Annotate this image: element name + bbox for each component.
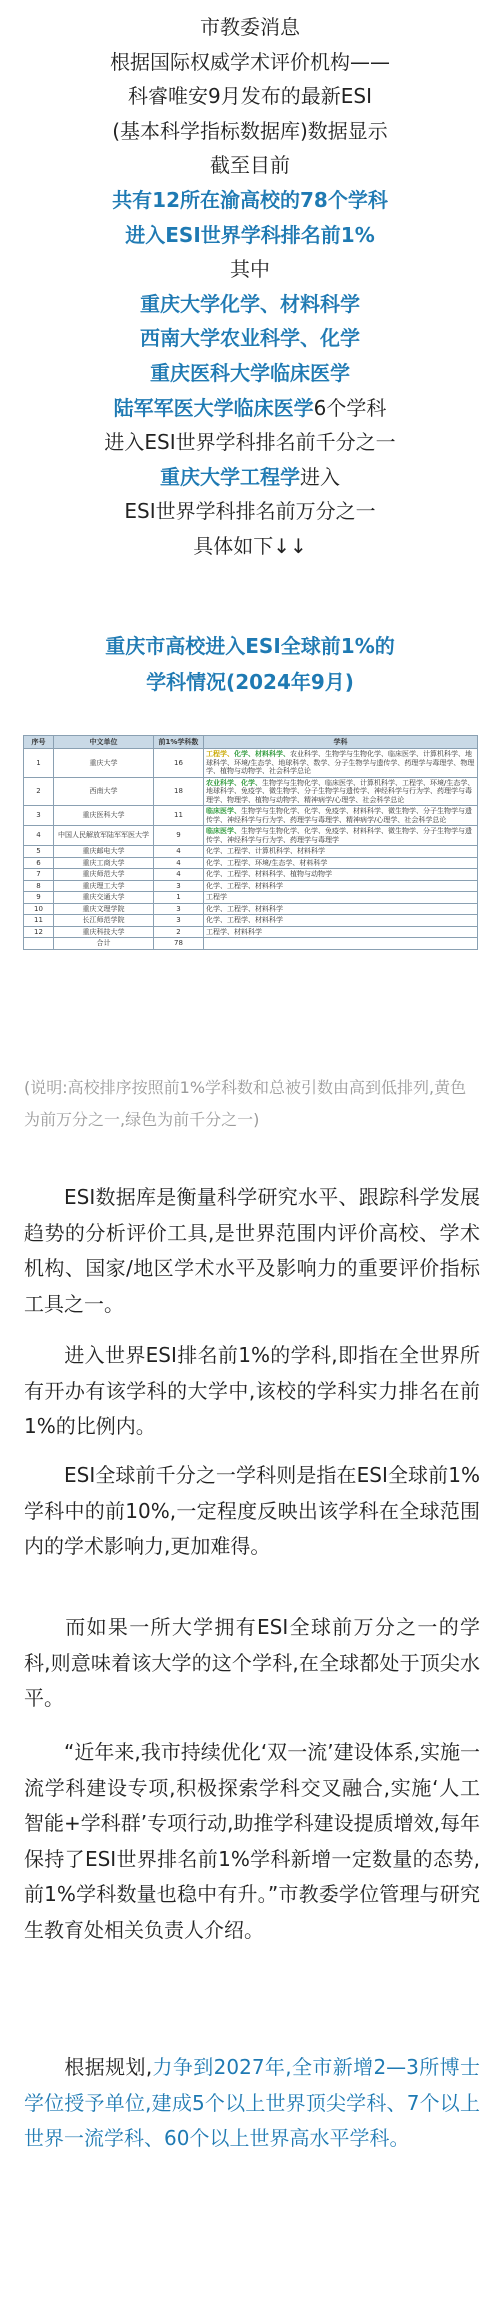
table-cell-unit: 重庆医科大学 bbox=[54, 806, 154, 826]
intro-line: 截至目前 bbox=[210, 153, 290, 178]
table-cell-count: 4 bbox=[154, 869, 204, 881]
intro-highlight-span: 重庆大学工程学 bbox=[160, 464, 300, 489]
table-cell-unit: 重庆大学 bbox=[54, 749, 154, 778]
subject-list: 生物学与生物化学、化学、免疫学、材料科学、微生物学、分子生物学与遗传学、神经科学与行为学、药理学与毒理学 bbox=[206, 827, 472, 844]
table-cell-subjects bbox=[204, 806, 478, 826]
paragraph-highlight: 力争到2027年,全市新增2—3所博士学位授予单位,建成5个以上世界顶尖学科、7个以上世界一流学科、60个以上世界高水平学科。 bbox=[24, 2055, 480, 2150]
table-cell-count: 3 bbox=[154, 903, 204, 915]
subject-highlight: 临床医学、 bbox=[206, 807, 241, 815]
table-cell-unit: 长江师范学院 bbox=[54, 915, 154, 927]
intro-line: ESI世界学科排名前万分之一 bbox=[124, 499, 376, 524]
intro-highlight-line: 西南大学农业科学、化学 bbox=[140, 326, 360, 351]
subject-list: 生物学与生物化学、化学、免疫学、材料科学、微生物学、分子生物学与遗传学、神经科学与行为学、药理学与毒理学、精神病学/心理学、社会科学总论 bbox=[206, 807, 472, 824]
table-cell-subjects bbox=[204, 846, 478, 858]
intro-line: 根据国际权威学术评价机构—— bbox=[110, 49, 390, 74]
subject-highlight: 临床医学、 bbox=[206, 827, 241, 835]
table-body bbox=[24, 749, 478, 950]
subject-list: 化学、工程学、材料科学 bbox=[206, 881, 283, 890]
subject-highlight: 农业科学、化学、 bbox=[206, 778, 262, 787]
table-cell-no: 6 bbox=[24, 857, 54, 869]
table-cell-subjects bbox=[204, 915, 478, 927]
table-cell-no: 9 bbox=[24, 892, 54, 904]
table-title bbox=[0, 628, 500, 700]
table-cell-count: 11 bbox=[154, 806, 204, 826]
table-title-line: 学科情况(2024年9月) bbox=[146, 670, 354, 694]
table-cell-no: 8 bbox=[24, 880, 54, 892]
table-header-cell: 中文单位 bbox=[54, 736, 154, 749]
table-cell-subjects bbox=[204, 869, 478, 881]
paragraph bbox=[24, 2050, 480, 2157]
table-cell-subjects bbox=[204, 777, 478, 806]
intro-line: (基本科学指标数据库)数据显示 bbox=[112, 118, 388, 143]
intro-plain-span: 进入 bbox=[300, 464, 340, 489]
table-cell-count: 9 bbox=[154, 826, 204, 846]
table-cell-unit: 重庆文理学院 bbox=[54, 903, 154, 915]
subject-list: 化学、工程学、环境/生态学、材料科学 bbox=[206, 858, 328, 867]
table-cell-subjects bbox=[204, 892, 478, 904]
paragraph bbox=[24, 1458, 480, 1565]
intro-highlight-span: 陆军军医大学临床医学 bbox=[113, 395, 314, 420]
table-cell-subjects bbox=[204, 938, 478, 950]
paragraph-text: ESI数据库是衡量科学研究水平、跟踪科学发展趋势的分析评价工具,是世界范围内评价高校、学术机构、国家/地区学术水平及影响力的重要评价指标工具之一。 bbox=[24, 1185, 480, 1316]
subject-list: 化学、工程学、材料科学 bbox=[206, 904, 283, 913]
table-cell-subjects bbox=[204, 749, 478, 778]
intro-highlight-line: 重庆大学化学、材料科学 bbox=[140, 291, 360, 316]
table-row bbox=[24, 869, 478, 881]
table-cell-count: 1 bbox=[154, 892, 204, 904]
table-cell-unit: 重庆理工大学 bbox=[54, 880, 154, 892]
table-cell-no: 1 bbox=[24, 749, 54, 778]
table-header-cell: 序号 bbox=[24, 736, 54, 749]
table-row bbox=[24, 938, 478, 950]
intro-line-mixed bbox=[0, 460, 500, 495]
intro-line: 科睿唯安9月发布的最新ESI bbox=[128, 84, 372, 109]
table-cell-subjects bbox=[204, 826, 478, 846]
table-cell-subjects bbox=[204, 926, 478, 938]
table-cell-no: 4 bbox=[24, 826, 54, 846]
table-header-row bbox=[24, 736, 478, 749]
table-row bbox=[24, 857, 478, 869]
table-cell-unit: 重庆师范大学 bbox=[54, 869, 154, 881]
table-cell-unit: 重庆科技大学 bbox=[54, 926, 154, 938]
esi-table-image bbox=[23, 735, 477, 1065]
paragraph-text: 而如果一所大学拥有ESI全球前万分之一的学科,则意味着该大学的这个学科,在全球都处于顶尖水平。 bbox=[24, 1615, 480, 1710]
table-cell-unit: 西南大学 bbox=[54, 777, 154, 806]
intro-line: 具体如下↓↓ bbox=[193, 533, 307, 558]
intro-highlight-line: 进入ESI世界学科排名前1% bbox=[125, 222, 375, 247]
table-row bbox=[24, 846, 478, 858]
intro-line: 市教委消息 bbox=[200, 15, 300, 39]
table-cell-no: 7 bbox=[24, 869, 54, 881]
subject-highlight: 工程学、 bbox=[206, 750, 234, 758]
table-row bbox=[24, 806, 478, 826]
subject-highlight: 化学、 bbox=[234, 750, 255, 758]
table-cell-count: 3 bbox=[154, 915, 204, 927]
table-cell-no: 11 bbox=[24, 915, 54, 927]
table-cell-no bbox=[24, 938, 54, 950]
intro-line: 进入ESI世界学科排名前千分之一 bbox=[104, 430, 396, 455]
table-cell-subjects bbox=[204, 857, 478, 869]
subject-list: 工程学 bbox=[206, 893, 227, 901]
table-cell-unit: 重庆工商大学 bbox=[54, 857, 154, 869]
table-row bbox=[24, 926, 478, 938]
subject-list: 工程学、材料科学 bbox=[206, 927, 262, 936]
table-row bbox=[24, 777, 478, 806]
intro-plain-span: 6个学科 bbox=[313, 395, 387, 420]
paragraph bbox=[24, 1735, 480, 1948]
paragraph bbox=[24, 1610, 480, 1717]
table-cell-count: 78 bbox=[154, 938, 204, 950]
table-cell-unit: 重庆邮电大学 bbox=[54, 846, 154, 858]
subject-highlight: 材料科学、 bbox=[255, 750, 290, 758]
table-cell-no: 3 bbox=[24, 806, 54, 826]
table-cell-count: 3 bbox=[154, 880, 204, 892]
table-cell-no: 12 bbox=[24, 926, 54, 938]
table-cell-no: 10 bbox=[24, 903, 54, 915]
table-row bbox=[24, 749, 478, 778]
table-cell-count: 16 bbox=[154, 749, 204, 778]
intro-line-mixed bbox=[0, 391, 500, 426]
intro-highlight-line: 重庆医科大学临床医学 bbox=[150, 360, 350, 385]
table-title-line: 重庆市高校进入ESI全球前1%的 bbox=[105, 634, 395, 658]
subject-list: 生物学与生物化学、临床医学、计算机科学、工程学、环境/生态学、地球科学、免疫学、微生物学、分子生物学与遗传学、神经科学与行为学、药理学与毒理学、物理学、植物与动物学、精神病学/心理学、社会科学总论 bbox=[206, 778, 475, 804]
table-cell-count: 18 bbox=[154, 777, 204, 806]
table-row bbox=[24, 903, 478, 915]
table-cell-no: 5 bbox=[24, 846, 54, 858]
table-cell-subjects bbox=[204, 880, 478, 892]
table-cell-count: 2 bbox=[154, 926, 204, 938]
intro-block bbox=[0, 10, 500, 564]
table-cell-unit: 重庆交通大学 bbox=[54, 892, 154, 904]
table-row bbox=[24, 880, 478, 892]
table-row bbox=[24, 826, 478, 846]
table-note: (说明:高校排序按照前1%学科数和总被引数由高到低排列,黄色为前万分之一,绿色为前千分之一) bbox=[24, 1078, 467, 1129]
table-cell-subjects bbox=[204, 903, 478, 915]
paragraph-text: 根据规划, bbox=[64, 2055, 153, 2079]
table-cell-count: 4 bbox=[154, 846, 204, 858]
paragraph-text: ESI全球前千分之一学科则是指在ESI全球前1%学科中的前10%,一定程度反映出该学科在全球范围内的学术影响力,更加难得。 bbox=[24, 1463, 480, 1558]
table-cell-unit: 中国人民解放军陆军军医大学 bbox=[54, 826, 154, 846]
subject-list: 化学、工程学、材料科学、植物与动物学 bbox=[206, 870, 332, 878]
table-header-cell: 学科 bbox=[204, 736, 478, 749]
paragraph-text: “近年来,我市持续优化‘双一流’建设体系,实施一流学科建设专项,积极探索学科交叉融合,实施‘人工智能+学科群’专项行动,助推学科建设提质增效,每年保持了ESI世界排名前1%学科新增一定数量的态势,前1%学科数量也稳中有升。”市教委学位管理与研究生教育处相关负责人介绍。 bbox=[24, 1740, 480, 1942]
table-row bbox=[24, 892, 478, 904]
esi-table bbox=[23, 735, 478, 950]
table-cell-unit: 合计 bbox=[54, 938, 154, 950]
table-cell-no: 2 bbox=[24, 777, 54, 806]
subject-list: 化学、工程学、材料科学 bbox=[206, 916, 283, 924]
table-header-cell: 前1%学科数 bbox=[154, 736, 204, 749]
paragraph bbox=[24, 1338, 480, 1445]
intro-highlight-line: 共有12所在渝高校的78个学科 bbox=[112, 187, 388, 212]
paragraph bbox=[24, 1180, 480, 1322]
intro-line: 其中 bbox=[230, 257, 270, 282]
table-cell-count: 4 bbox=[154, 857, 204, 869]
paragraph-text: 进入世界ESI排名前1%的学科,即指在全世界所有开办有该学科的大学中,该校的学科实力排名在前1%的比例内。 bbox=[24, 1343, 480, 1438]
table-row bbox=[24, 915, 478, 927]
subject-list: 农业科学、生物学与生物化学、临床医学、计算机科学、地球科学、环境/生态学、地球科学、数学、分子生物学与遗传学、药理学与毒理学、物理学、植物与动物学、社会科学总论 bbox=[206, 750, 475, 775]
subject-list: 化学、工程学、计算机科学、材料科学 bbox=[206, 847, 325, 855]
